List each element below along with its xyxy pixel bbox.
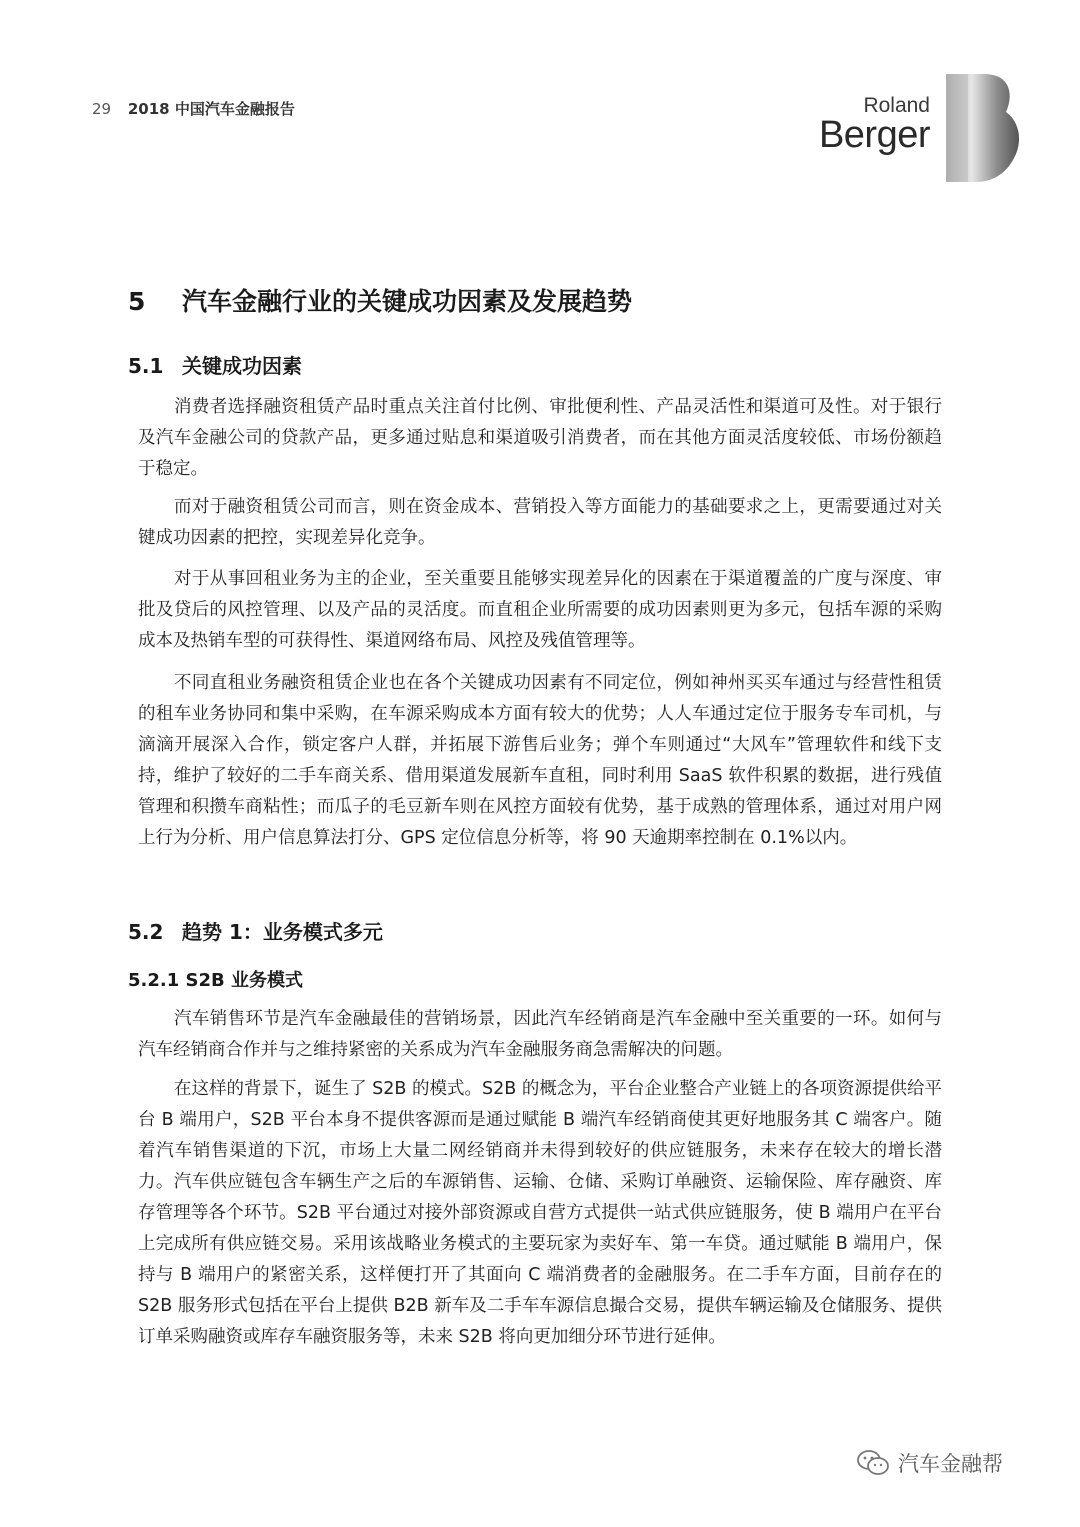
page-number: 29 [92, 100, 112, 118]
section-5-heading [128, 282, 632, 318]
section-5-2-heading [128, 916, 383, 945]
roland-berger-logo [800, 72, 1022, 184]
paragraph: 在这样的背景下，诞生了 S2B 的模式。S2B 的概念为，平台企业整合产业链上的各项资源提供给平台 B 端用户，S2B 平台本身不提供客源而是通过赋能 B 端汽车经销商使其更好地服务其 C 端客户。随着汽车销售渠道的下沉，市场上大量二网经销商并未得到较好的供应链服务，未来存在较大的增长潜力。汽车供应链包含车辆生产之后的车源销售、运输、仓储、采购订单融资、运输保险、库存融资、库存管理等各个环节。S2B 平台通过对接外部资源或自营方式提供一站式供应链服务，使 B 端用户在平台上完成所有供应链交易。采用该战略业务模式的主要玩家为卖好车、第一车贷。通过赋能 B 端用户，保持与 B 端用户的紧密关系，这样便打开了其面向 C 端消费者的金融服务。在二手车方面，目前存在的 S2B 服务形式包括在平台上提供 B2B 新车及二手车车源信息撮合交易，提供车辆运输及仓储服务、提供订单采购融资或库存车融资服务等，未来 S2B 将向更加细分环节进行延伸。 [138, 1079, 942, 1347]
paragraph: 汽车销售环节是汽车金融最佳的营销场景，因此汽车经销商是汽车金融中至关重要的一环。如何与汽车经销商合作并与之维持紧密的关系成为汽车金融服务商急需解决的问题。 [138, 1009, 942, 1060]
section-number: 5 [128, 287, 146, 316]
page-header [92, 98, 295, 119]
wechat-watermark [856, 1448, 1003, 1478]
report-title: 2018 中国汽车金融报告 [127, 100, 295, 118]
logo-text-roland: Roland [863, 94, 930, 117]
paragraph: 对于从事回租业务为主的企业，至关重要且能够实现差异化的因素在于渠道覆盖的广度与深度、审批及贷后的风控管理、以及产品的灵活度。而直租企业所需要的成功因素则更为多元，包括车源的采购成本及热销车型的可获得性、渠道网络布局、风控及残值管理等。 [138, 569, 942, 651]
section-5-1-heading [128, 350, 302, 379]
section-number: 5.1 [128, 354, 164, 378]
section-5-2-1-heading: 5.2.1 S2B 业务模式 [128, 970, 303, 991]
logo-text-berger: Berger [818, 114, 930, 156]
section-title: 汽车金融行业的关键成功因素及发展趋势 [182, 287, 633, 316]
wechat-icon [856, 1448, 890, 1478]
paragraph: 消费者选择融资租赁产品时重点关注首付比例、审批便利性、产品灵活性和渠道可及性。对于银行及汽车金融公司的贷款产品，更多通过贴息和渠道吸引消费者，而在其他方面灵活度较低、市场份额趋于稳定。 [138, 397, 942, 479]
watermark-text: 汽车金融帮 [898, 1452, 1003, 1476]
section-number: 5.2 [128, 920, 164, 944]
section-title: 趋势 1：业务模式多元 [182, 920, 383, 944]
paragraph: 不同直租业务融资租赁企业也在各个关键成功因素有不同定位，例如神州买买车通过与经营性租赁的租车业务协同和集中采购，在车源采购成本方面有较大的优势；人人车通过定位于服务专车司机，与滴滴开展深入合作，锁定客户人群，并拓展下游售后业务；弹个车则通过“大风车”管理软件和线下支持，维护了较好的二手车商关系、借用渠道发展新车直租，同时利用 SaaS 软件积累的数据，进行残值管理和积攒车商粘性；而瓜子的毛豆新车则在风控方面较有优势，基于成熟的管理体系，通过对用户网上行为分析、用户信息算法打分、GPS 定位信息分析等，将 90 天逾期率控制在 0.1%以内。 [138, 673, 942, 848]
paragraph: 而对于融资租赁公司而言，则在资金成本、营销投入等方面能力的基础要求之上，更需要通过对关键成功因素的把控，实现差异化竞争。 [138, 497, 942, 548]
section-title: 关键成功因素 [182, 354, 302, 378]
logo-b-mark-icon [944, 72, 1022, 184]
